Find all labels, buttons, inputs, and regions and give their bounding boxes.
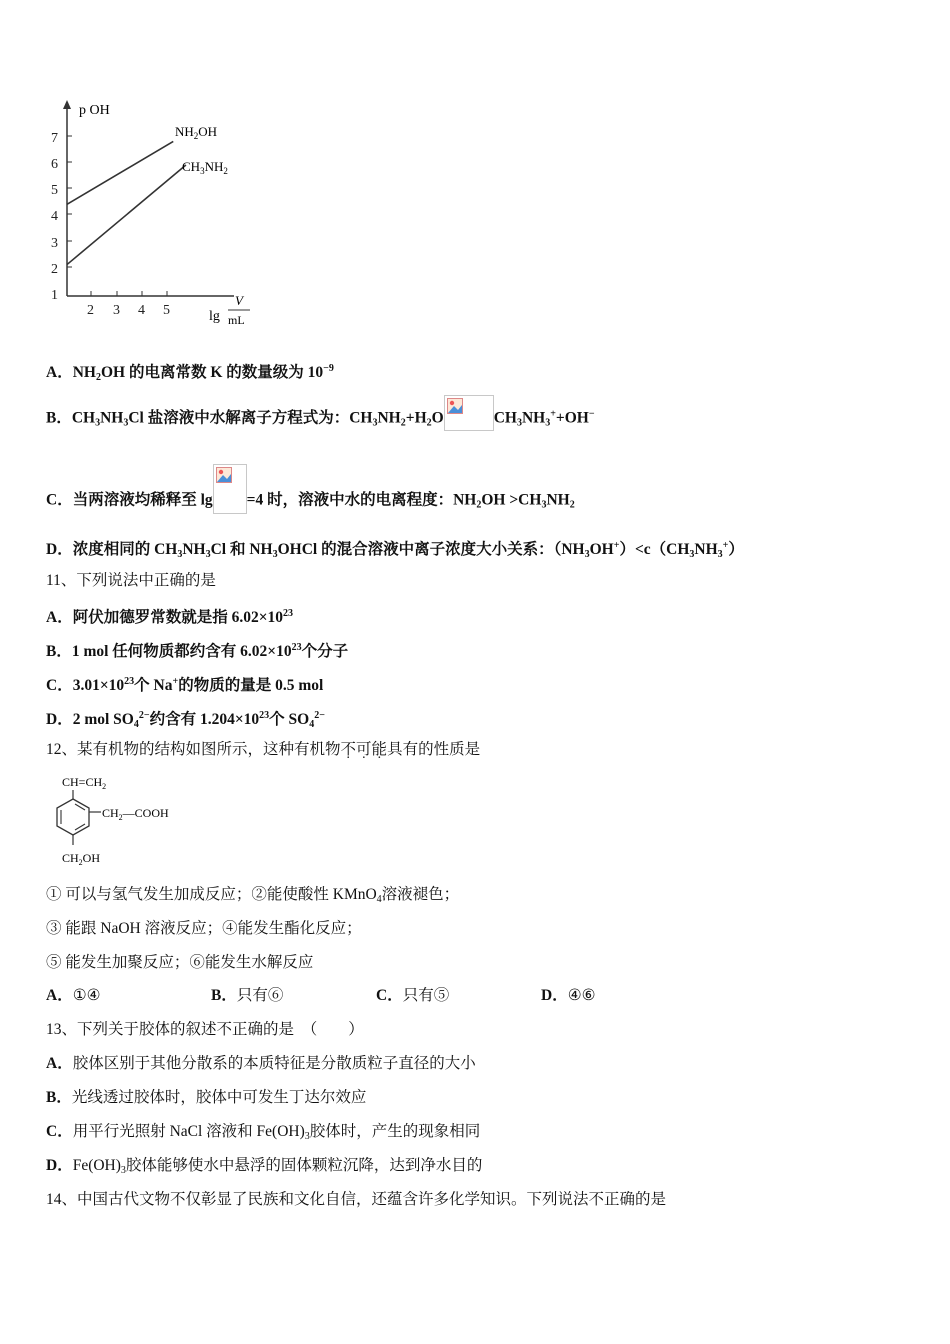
q11-option-d: D．2 mol $SO_4^{2-}$约含有 $1.204\times 10^{23}$个 $SO_4^{2-}$ xyxy=(46,710,325,730)
q10-option-a: A．$NH_2OH$ 的电离常数 K 的数量级为 $10^{-9}$ xyxy=(46,363,334,383)
q12-option-a: A．①④ xyxy=(46,987,101,1004)
y-ticks xyxy=(51,131,58,303)
series-label-ch3nh2: $CH_3NH_2$ xyxy=(182,159,228,176)
image-placeholder-icon xyxy=(213,464,247,514)
x-frac-den: mL xyxy=(228,313,245,327)
q13-option-c: C．用平行光照射 NaCl 溶液和 $Fe(OH)_3$胶体时，产生的现象相同 xyxy=(46,1123,481,1142)
series-line-ch3nh2 xyxy=(67,165,186,265)
poh-graph xyxy=(46,96,266,336)
q11-option-a: A．阿伏加德罗常数就是指 $6.02\times 10^{23}$ xyxy=(46,608,294,626)
x-frac-num: V xyxy=(235,293,243,308)
q10-option-b: B．$CH_3NH_3Cl$ 盐溶液中水解离子方程式为：$CH_3NH_2+H_2O$ $CH_3NH_3^++OH^-$ xyxy=(46,401,595,437)
q10-option-c: C．当两溶液均稀释至 lg =4 时，溶液中水的电离程度：$NH_2OH >CH_3NH_2$ xyxy=(46,476,575,526)
image-placeholder-icon xyxy=(444,395,494,431)
q11-stem: 11、下列说法中正确的是 xyxy=(46,572,216,589)
q12-properties-2: ③ 能跟 NaOH 溶液反应；④能发生酯化反应； xyxy=(46,920,362,937)
series-line-nh2oh xyxy=(67,141,173,204)
q12-properties-1: ① 可以与氢气发生加成反应；②能使酸性 KMnO$_4$溶液褪色； xyxy=(46,886,460,905)
x-ticks xyxy=(87,303,170,318)
x-axis-label: lg xyxy=(209,309,220,324)
q13-stem: 13、下列关于胶体的叙述不正确的是 （ ） xyxy=(46,1021,364,1038)
q13-option-d: D．$Fe(OH)_3$胶体能够使水中悬浮的固体颗粒沉降，达到净水目的 xyxy=(46,1157,483,1176)
y-axis-label: p OH xyxy=(79,103,110,118)
y-tick: 6 xyxy=(51,157,58,172)
y-tick: 3 xyxy=(51,236,58,251)
x-tick: 2 xyxy=(87,303,94,318)
x-tick: 3 xyxy=(113,303,120,318)
y-tick: 2 xyxy=(51,262,58,277)
series-label-nh2oh: $NH_2OH$ xyxy=(175,124,218,141)
q12-option-c: C．只有⑤ xyxy=(376,987,450,1004)
q12-stem: 12、某有机物的结构如图所示，这种有机物不可能具有的性质是 xyxy=(46,741,481,758)
x-tick: 5 xyxy=(163,303,170,318)
q12-options xyxy=(46,985,596,1007)
q13-option-a: A．胶体区别于其他分散系的本质特征是分散质粒子直径的大小 xyxy=(46,1055,476,1072)
y-tick: 4 xyxy=(51,209,58,224)
y-tick: 1 xyxy=(51,288,58,303)
y-tick: 7 xyxy=(51,131,58,146)
struct-hydroxymethyl: $CH_2OH$ xyxy=(62,851,101,867)
y-tick: 5 xyxy=(51,183,58,198)
q10-option-d: D．浓度相同的 $CH_3NH_3Cl$ 和 $NH_3OHCl$ 的混合溶液中离子浓度大小关系：$(NH_3OH^+)<c(CH_3NH_3^+)$ xyxy=(46,540,744,560)
x-tick: 4 xyxy=(138,303,145,318)
struct-side-chain: $CH_2—COOH$ xyxy=(102,806,169,822)
q13-option-b: B．光线透过胶体时，胶体中可发生丁达尔效应 xyxy=(46,1089,367,1106)
q14-stem: 14、中国古代文物不仅彰显了民族和文化自信，还蕴含许多化学知识。下列说法不正确的是 xyxy=(46,1191,667,1208)
struct-vinyl: $CH=CH_2$ xyxy=(62,775,107,791)
y-axis-arrow xyxy=(63,100,71,109)
q12-properties-3: ⑤ 能发生加聚反应；⑥能发生水解反应 xyxy=(46,954,314,971)
q11-option-c: C．$3.01\times 10^{23}$个 Na+的物质的量是 0.5 mol xyxy=(46,676,324,694)
q12-option-b: B．只有⑥ xyxy=(211,987,284,1004)
benzene-ring xyxy=(57,799,89,835)
q12-option-d: D．④⑥ xyxy=(541,987,596,1004)
structure-diagram xyxy=(46,772,196,870)
q11-option-b: B．1 mol 任何物质都约含有 $6.02\times 10^{23}$个分子 xyxy=(46,642,349,660)
